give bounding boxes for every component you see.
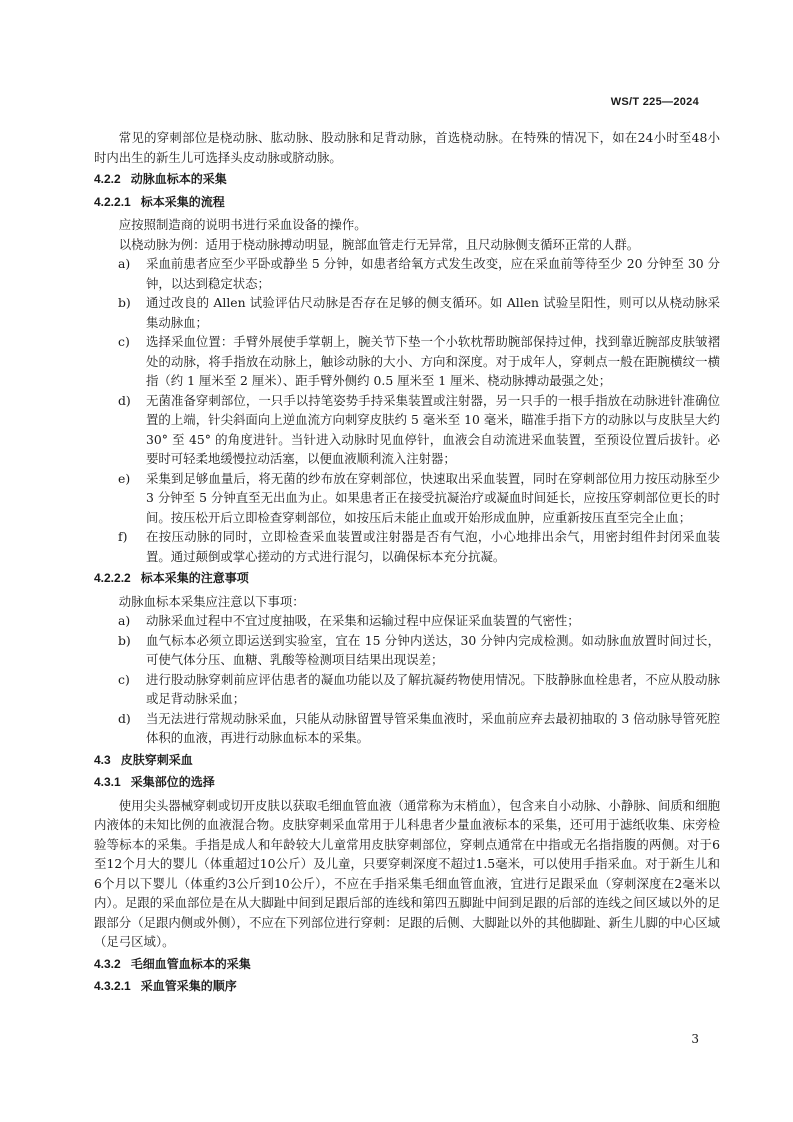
section-heading xyxy=(94,955,720,975)
section-number: 4.2.2.1 xyxy=(94,194,131,209)
list-item-text: 通过改良的 Allen 试验评估尺动脉是否存在足够的侧支循环。如 Allen 试验呈阳性，则可以从桡动脉采集动脉血； xyxy=(146,295,720,330)
list-item-text: 无菌准备穿刺部位，一只手以持笔姿势手持采集装置或注射器，另一只手的一根手指放在动脉进针准确位置的上端，针尖斜面向上逆血流方向刺穿皮肤约 5 毫米至 10 毫米，瞄准手指下方的动脉以与皮肤呈大约 30° 至 45° 的角度进针。当针进入动脉时见血停针，血液会自动流进采血装置，至预设位置后拔针。必要时可轻柔地缓慢拉动活塞，以便血液顺利流入注射器； xyxy=(146,392,720,466)
list-item-text: 采集到足够血量后，将无菌的纱布放在穿刺部位，快速取出采血装置，同时在穿刺部位用力按压动脉至少 3 分钟至 5 分钟直至无出血为止。如果患者正在接受抗凝治疗或凝血时间延长，应按压穿刺部位更长的时间。按压松开后立即检查穿刺部位，如按压后未能止血或开始形成血肿，应重新按压直至完全止血； xyxy=(146,470,720,525)
list-marker: a) xyxy=(118,256,131,271)
list-item-text: 血气标本必须立即运送到实验室，宜在 15 分钟内送达，30 分钟内完成检测。如动脉血放置时间过长，可使气体分压、血糖、乳酸等检测项目结果出现误差； xyxy=(146,632,720,667)
paragraph: 动脉血标本采集应注意以下事项： xyxy=(118,593,305,609)
list-item xyxy=(94,254,720,293)
list-marker: c) xyxy=(118,671,130,687)
list-marker: c) xyxy=(118,334,130,349)
list-item xyxy=(94,527,720,566)
list-item xyxy=(94,670,720,709)
list-item-text: 动脉采血过程中不宜过度抽吸，在采集和运输过程中应保证采血装置的气密性； xyxy=(146,613,580,628)
standard-code: WS/T 225—2024 xyxy=(610,96,699,108)
list-item xyxy=(94,293,720,332)
paragraph: 应按照制造商的说明书进行采血设备的操作。 xyxy=(118,217,367,232)
list-item xyxy=(94,709,720,748)
section-heading xyxy=(94,569,720,589)
section-heading xyxy=(94,977,720,997)
section-number: 4.2.2.2 xyxy=(94,571,131,585)
section-title: 采集部位的选择 xyxy=(130,775,215,789)
list-item-text: 当无法进行常规动脉采血，只能从动脉留置导管采集血液时，采血前应弃去最初抽取的 3 倍动脉导管死腔体积的血液，再进行动脉血标本的采集。 xyxy=(146,710,720,745)
section-title: 动脉血标本的采集 xyxy=(130,172,227,186)
list-marker: d) xyxy=(118,710,131,726)
section-heading xyxy=(94,193,720,213)
paragraph: 常见的穿刺部位是桡动脉、肱动脉、股动脉和足背动脉，首选桡动脉。在特殊的情况下，如在24小时至48小时内出生的新生儿可选择头皮动脉或脐动脉。 xyxy=(94,130,720,165)
list-marker: d) xyxy=(118,392,131,408)
section-heading xyxy=(94,751,720,771)
section-title: 毛细血管血标本的采集 xyxy=(130,956,251,971)
list-item-text: 采血前患者应至少平卧或静坐 5 分钟，如患者给氧方式发生改变，应在采血前等待至少 20 分钟至 30 分钟，以达到稳定状态； xyxy=(146,256,720,291)
list-item xyxy=(94,391,720,469)
document-body xyxy=(94,128,720,1000)
list-marker: b) xyxy=(118,632,131,648)
list-marker: e) xyxy=(118,470,131,486)
section-title: 标本采集的注意事项 xyxy=(140,571,249,585)
list-item xyxy=(94,469,720,528)
list-item-text: 进行股动脉穿刺前应评估患者的凝血功能以及了解抗凝药物使用情况。下肢静脉血栓患者，不应从股动脉或足背动脉采血； xyxy=(146,671,720,706)
section-number: 4.3.2.1 xyxy=(94,979,131,993)
section-number: 4.3.1 xyxy=(94,775,121,789)
list-item xyxy=(94,631,720,670)
section-title: 采血管采集的顺序 xyxy=(140,979,237,993)
paragraph: 以桡动脉为例：适用于桡动脉搏动明显，腕部血管走行无异常，且尺动脉侧支循环正常的人群。 xyxy=(118,236,640,252)
list-item-text: 选择采血位置：手臂外展使手掌朝上，腕关节下垫一个小软枕帮助腕部保持过伸，找到靠近腕部皮肤皱褶处的动脉，将手指放在动脉上，触诊动脉的大小、方向和深度。对于成年人，穿刺点一般在距腕横纹一横指（约 1 厘米至 2 厘米）、距手臂外侧约 0.5 厘米至 1 厘米、桡动脉搏动最强之处； xyxy=(146,334,720,388)
section-heading xyxy=(94,170,720,190)
list-item xyxy=(94,332,720,391)
section-heading xyxy=(94,773,720,793)
list-marker: b) xyxy=(118,295,131,310)
page-number: 3 xyxy=(691,1032,699,1046)
section-number: 4.2.2 xyxy=(94,172,121,186)
list-marker: a) xyxy=(118,613,131,628)
paragraph: 使用尖头器械穿刺或切开皮肤以获取毛细血管血液（通常称为末梢血），包含来自小动脉、小静脉、间质和细胞内液体的未知比例的血液混合物。皮肤穿刺采血常用于儿科患者少量血液标本的采集，还可用于滤纸收集、床旁检验等标本的采集。手指是成人和年龄较大儿童常用皮肤穿刺部位，穿刺点通常在中指或无名指指腹的两侧。对于6至12个月大的婴儿（体重超过10公斤）及儿童，只要穿刺深度不超过1.5毫米，可以使用手指采血。对于新生儿和6个月以下婴儿（体重约3公斤到10公斤），不应在手指采集毛细血管血液，宜进行足跟采血（穿刺深度在2毫米以内）。足跟的采血部位是在从大脚趾中间到足跟后部的连线和第四五脚趾中间到足跟的后部的连线之间区域以外的足跟部分（足跟内侧或外侧），不应在下列部位进行穿刺：足跟的后侧、大脚趾以外的其他脚趾、新生儿脚的中心区域（足弓区域）。 xyxy=(94,797,720,949)
list-item-text: 在按压动脉的同时，立即检查采血装置或注射器是否有气泡，小心地排出余气，用密封组件封闭采血装置。通过颠倒或掌心搓动的方式进行混匀，以确保标本充分抗凝。 xyxy=(146,529,720,564)
list-marker: f) xyxy=(118,529,128,544)
list-item xyxy=(94,611,720,631)
section-title: 标本采集的流程 xyxy=(140,194,225,209)
section-number: 4.3 xyxy=(94,752,111,767)
section-title: 皮肤穿刺采血 xyxy=(120,752,193,767)
section-number: 4.3.2 xyxy=(94,956,121,971)
